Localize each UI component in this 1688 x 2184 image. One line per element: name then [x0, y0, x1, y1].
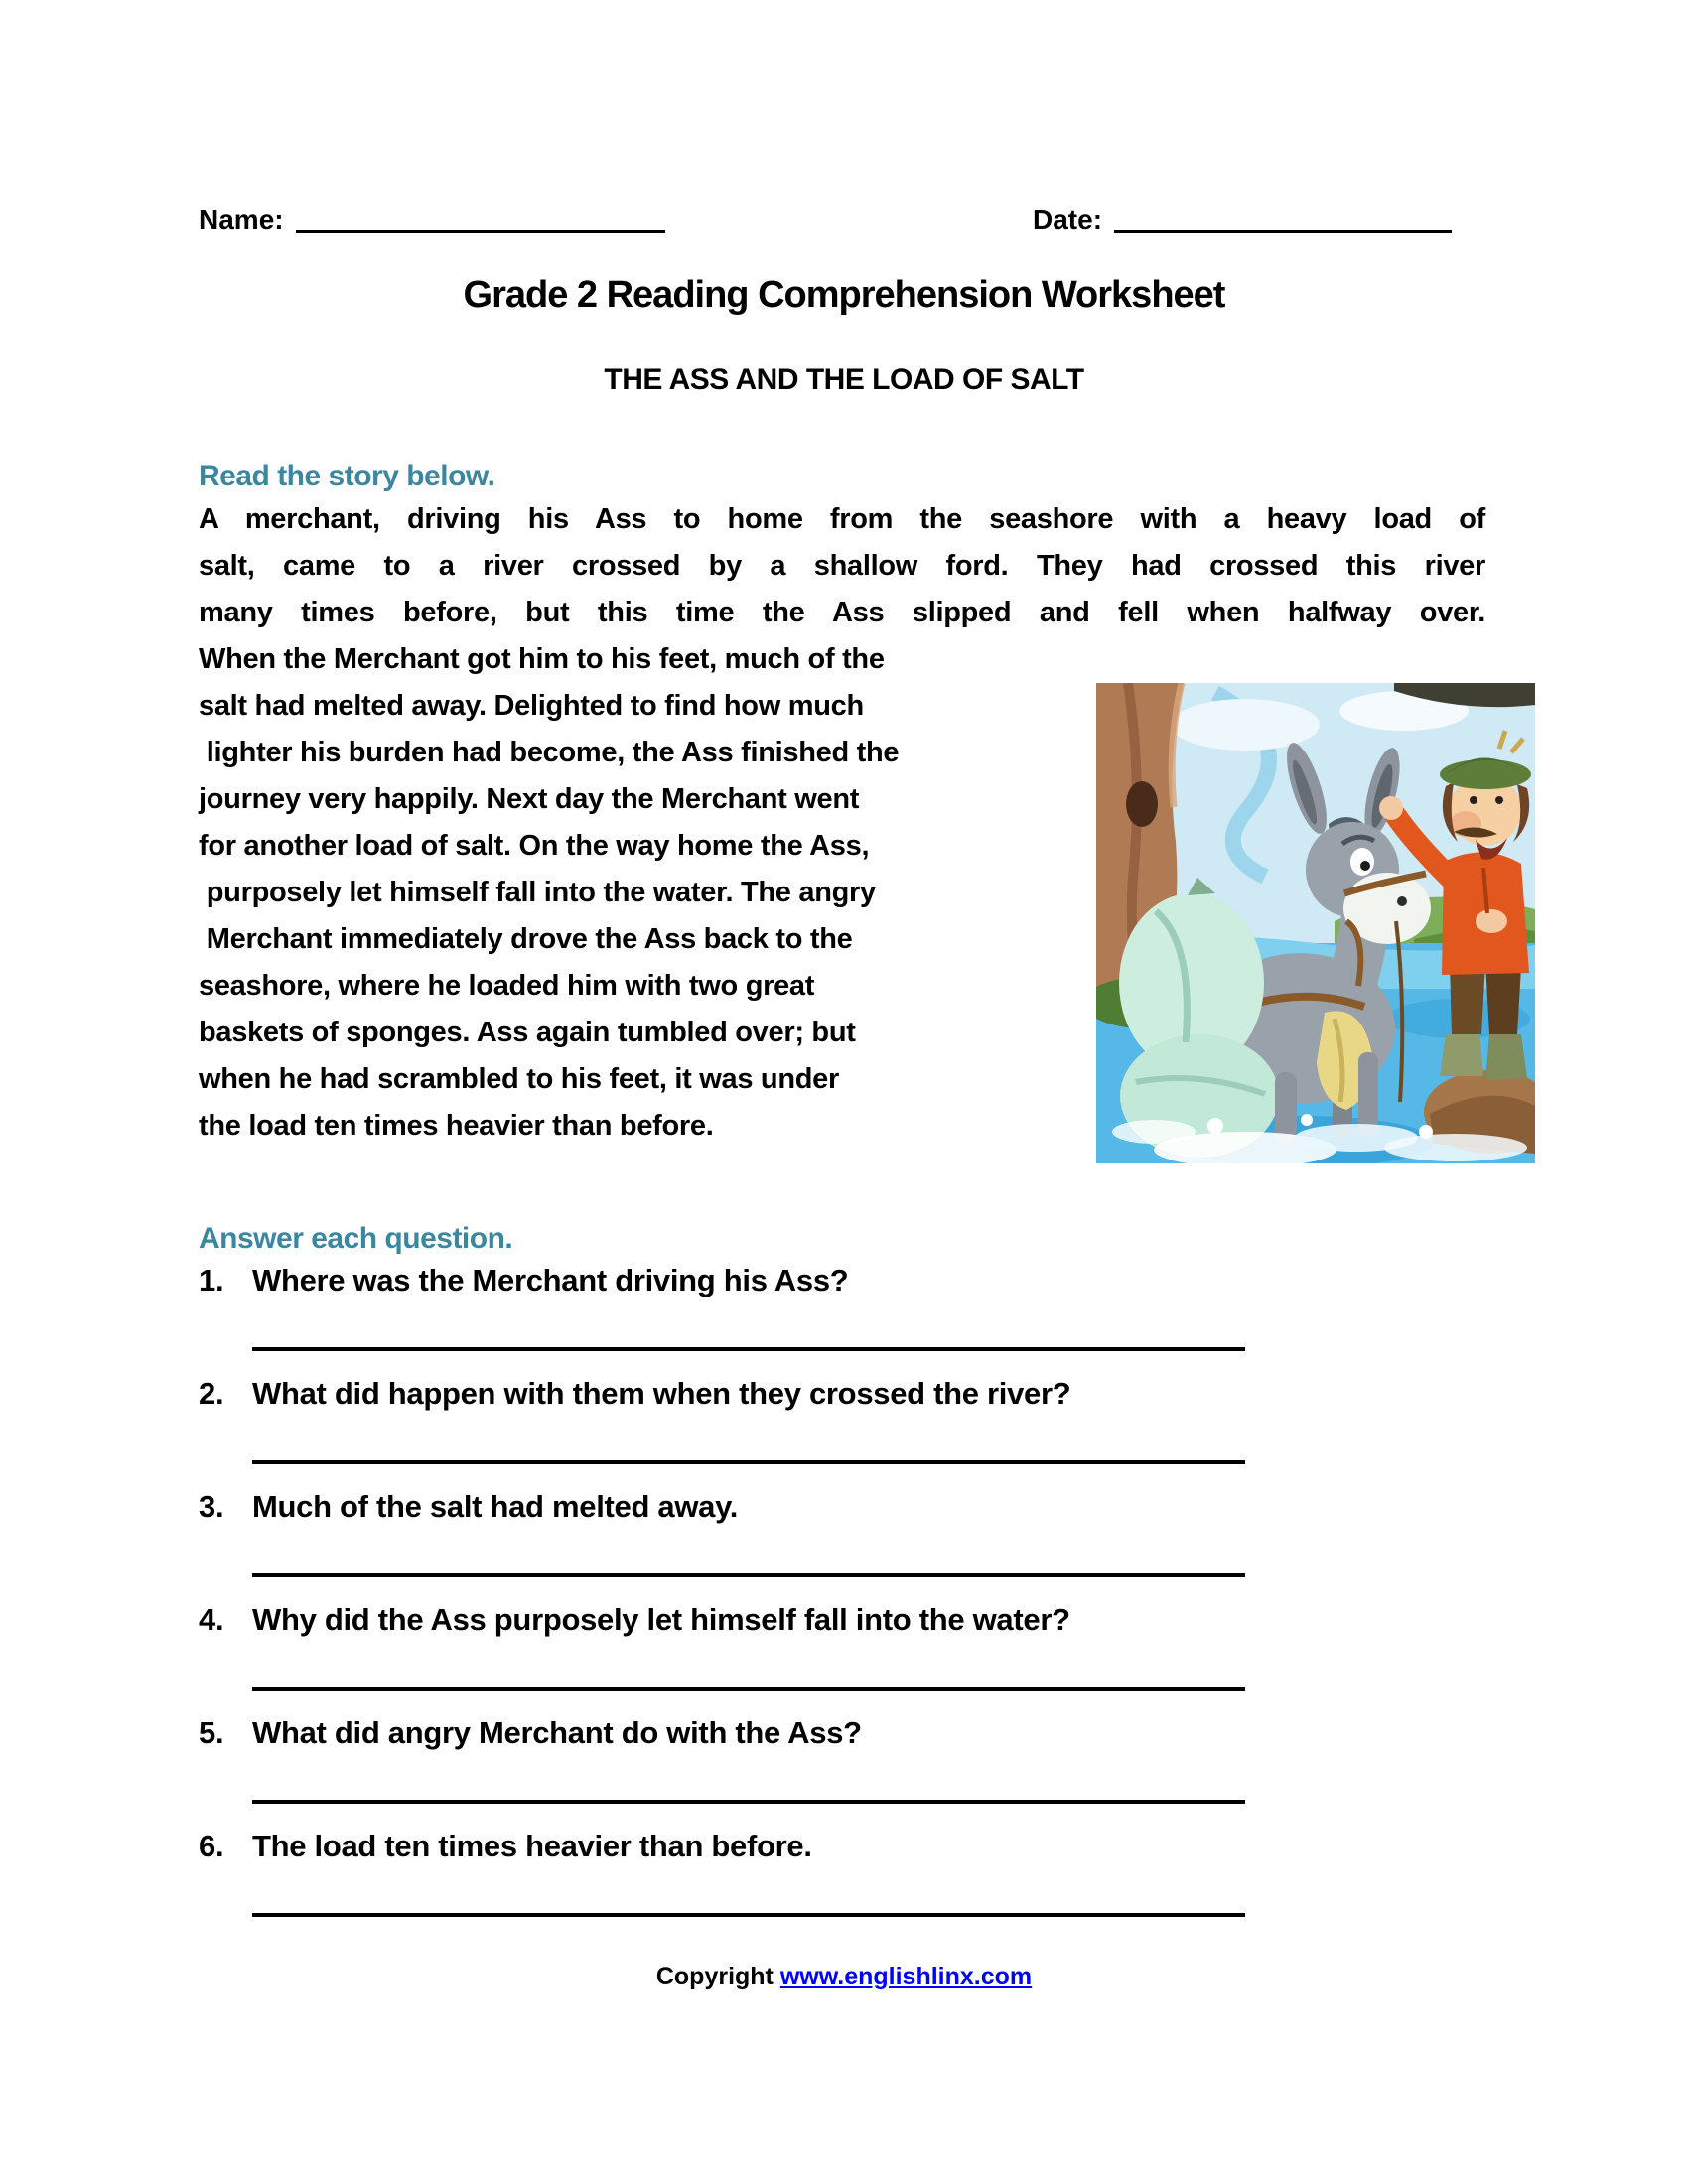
story-title: THE ASS AND THE LOAD OF SALT: [604, 363, 1084, 396]
question-number: 1.: [199, 1263, 224, 1297]
englishlinx-link[interactable]: www.englishlinx.com: [779, 1963, 1033, 1990]
story-line: the load ten times heavier than before.: [199, 1110, 714, 1142]
question-text: Where was the Merchant driving his Ass?: [252, 1263, 849, 1297]
story-line: many times before, but this time the Ass slipped and fell when halfway over.: [199, 597, 1485, 628]
story-line: salt, came to a river crossed by a shallow ford. They had crossed this river: [199, 550, 1485, 582]
copyright-label: Copyright: [655, 1963, 774, 1990]
question-text: The load ten times heavier than before.: [252, 1829, 812, 1863]
name-label: Name:: [199, 205, 284, 235]
story-line: baskets of sponges. Ass again tumbled over; but: [199, 1017, 856, 1048]
question-text: What did angry Merchant do with the Ass?: [252, 1715, 862, 1750]
question-number: 2.: [199, 1376, 224, 1411]
date-label: Date:: [1033, 205, 1103, 235]
page-title: Grade 2 Reading Comprehension Worksheet: [463, 274, 1225, 316]
story-line: for another load of salt. On the way home the Ass,: [199, 830, 870, 862]
name-blank-line: [296, 201, 665, 233]
name-field-row: [199, 201, 665, 238]
story-line: Merchant immediately drove the Ass back to the: [199, 923, 853, 955]
copyright-footer: [0, 1960, 1688, 1993]
answer-questions-heading: Answer each question.: [199, 1222, 513, 1255]
story-line: purposely let himself fall into the water. The angry: [199, 877, 876, 908]
question-number: 6.: [199, 1829, 224, 1863]
question-number: 3.: [199, 1489, 224, 1524]
question-text: What did happen with them when they crossed the river?: [252, 1376, 1071, 1411]
date-blank-line: [1114, 201, 1452, 233]
story-line: When the Merchant got him to his feet, much of the: [199, 643, 885, 675]
answer-blank-line: [252, 1573, 1245, 1577]
question-number: 5.: [199, 1715, 224, 1750]
read-story-heading: Read the story below.: [199, 460, 495, 492]
story-line: salt had melted away. Delighted to find how much: [199, 690, 864, 722]
story-line: journey very happily. Next day the Merchant went: [199, 783, 860, 815]
story-line: seashore, where he loaded him with two great: [199, 970, 815, 1002]
donkey-merchant-illustration: [1096, 683, 1535, 1163]
question-text: Much of the salt had melted away.: [252, 1489, 739, 1524]
answer-blank-line: [252, 1687, 1245, 1691]
question-number: 4.: [199, 1602, 224, 1637]
story-illustration: [1096, 683, 1535, 1163]
story-line: A merchant, driving his Ass to home from the seashore with a heavy load of: [199, 503, 1485, 535]
answer-blank-line: [252, 1347, 1245, 1351]
answer-blank-line: [252, 1460, 1245, 1464]
answer-blank-line: [252, 1800, 1245, 1804]
date-field-row: [1033, 201, 1452, 238]
story-line: when he had scrambled to his feet, it was under: [199, 1063, 839, 1095]
question-text: Why did the Ass purposely let himself fall into the water?: [252, 1602, 1070, 1637]
answer-blank-line: [252, 1913, 1245, 1917]
story-line: lighter his burden had become, the Ass finished the: [199, 737, 900, 768]
